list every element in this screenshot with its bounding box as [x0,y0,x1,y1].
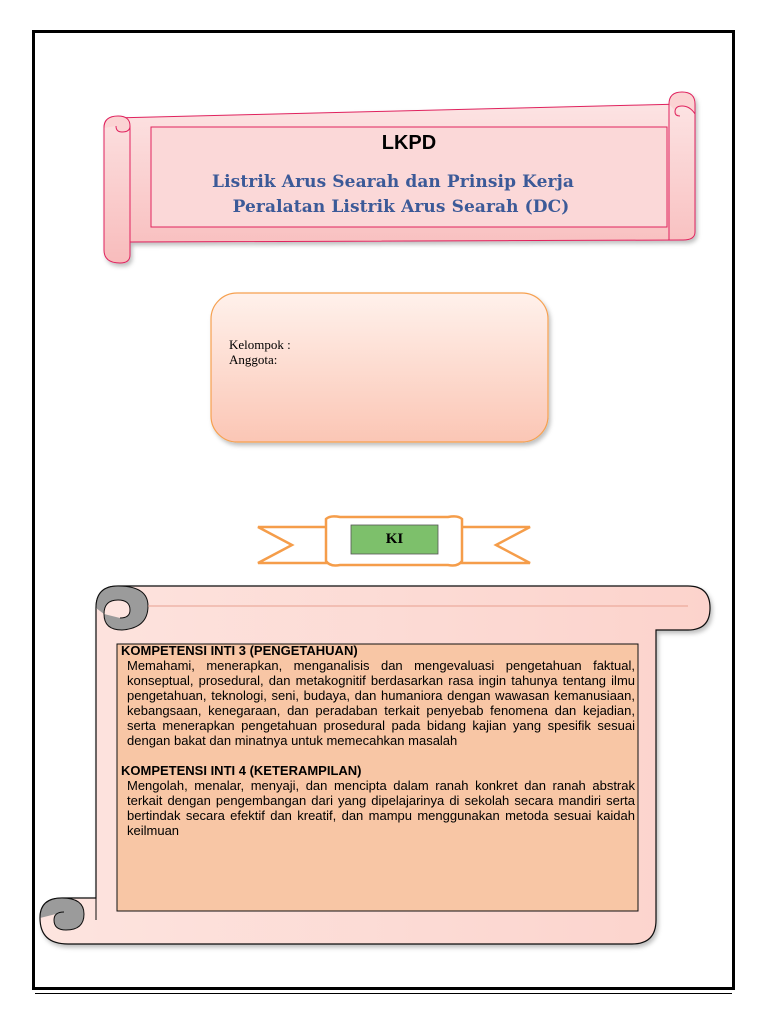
competency-text: Mengolah, menalar, menyaji, dan mencipta dalam ranah konkret dan ranah abstrak terkait dengan pengembangan dari yang dipelajarinya di sekolah secara mandiri serta bertindak secara efektif dan kreatif, dan mampu menggunakan metoda sesuai kaidah keilmuan [127,778,635,838]
title-line-1: Listrik Arus Searah dan Prinsip Kerja [212,172,574,192]
competency-section-ki4 [121,763,635,838]
competency-heading: KOMPETENSI INTI 4 (KETERAMPILAN) [121,763,362,778]
competency-content [121,643,635,853]
title-box-text [151,127,667,227]
competency-heading: KOMPETENSI INTI 3 (PENGETAHUAN) [121,643,358,658]
title-line-2: Peralatan Listrik Arus Searah (DC) [232,197,570,217]
members-label: Anggota: [229,352,278,367]
lkpd-label: LKPD [381,132,437,154]
group-label: Kelompok : [229,337,291,352]
competency-text: Memahami, menerapkan, menganalisis dan mengevaluasi pengetahuan faktual, konseptual, prosedural, dan metakognitif berdasarkan rasa ingin tahunya tentang ilmu pengetahuan, teknologi, seni, budaya, dan humaniora dengan wawasan kemanusiaan, kebangsaan, kenegaraan, dan peradaban terkait penyebab fenomena dan kejadian, serta menerapkan pengetahuan prosedural pada bidang kajian yang spesifik sesuai dengan bakat dan minatnya untuk memecahkan masalah [127,658,635,748]
group-info-text [229,337,291,367]
ki-label: KI [385,531,404,547]
competency-section-ki3 [121,643,635,748]
group-info-box [211,293,548,442]
